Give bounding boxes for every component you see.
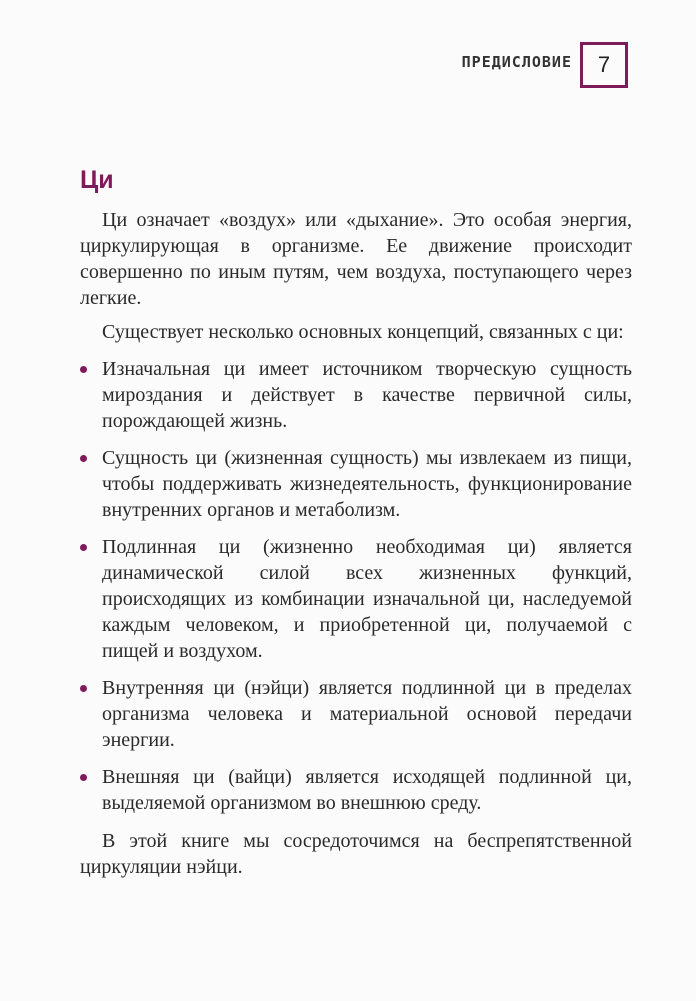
list-item-text: Внешняя ци (вайци) является исходящей подлинной ци, выделяемой организмом во внешнюю среду.	[102, 766, 632, 814]
list-item-text: Изначальная ци имеет источником творческую сущность мироздания и действует в качестве первичной силы, порождающей жизнь.	[102, 358, 632, 432]
bullet-icon	[80, 685, 87, 692]
page-header	[0, 42, 696, 92]
concept-list	[80, 356, 632, 816]
bullet-icon	[80, 774, 87, 781]
list-item-text: Подлинная ци (жизненно необходимая ци) является динамической силой всех жизненных функций, происходящих из комбинации изначальной ци, наследуемой каждым человеком, и приобретенной ци, получаемой с пищей и воздухом.	[102, 536, 632, 662]
page-number-box	[580, 42, 628, 88]
bullet-icon	[80, 366, 87, 373]
page-number: 7	[597, 52, 611, 77]
list-item-text: Сущность ци (жизненная сущность) мы извлекаем из пищи, чтобы поддерживать жизнедеятельность, функционирование внутренних органов и метаболизм.	[102, 447, 632, 521]
paragraph-intro: Ци означает «воздух» или «дыхание». Это особая энергия, циркулирующая в организме. Ее движение происходит совершенно по иным путям, чем воздуха, поступающего через легкие.	[80, 209, 632, 309]
section-title: Ци	[80, 166, 114, 194]
bullet-icon	[80, 455, 87, 462]
list-item	[80, 445, 632, 523]
paragraph-closing: В этой книге мы сосредоточимся на беспрепятственной циркуляции нэйци.	[80, 830, 632, 878]
bullet-icon	[80, 544, 87, 551]
list-item-text: Внутренняя ци (нэйци) является подлинной ци в пределах организма человека и материальной основой передачи энергии.	[102, 677, 632, 751]
running-head: ПРЕДИСЛОВИЕ	[461, 53, 572, 71]
paragraph-concepts: Существует несколько основных концепций, связанных с ци:	[102, 321, 624, 343]
page-body	[80, 207, 632, 880]
list-item	[80, 356, 632, 434]
list-item	[80, 764, 632, 816]
list-item	[80, 534, 632, 664]
list-item	[80, 675, 632, 753]
